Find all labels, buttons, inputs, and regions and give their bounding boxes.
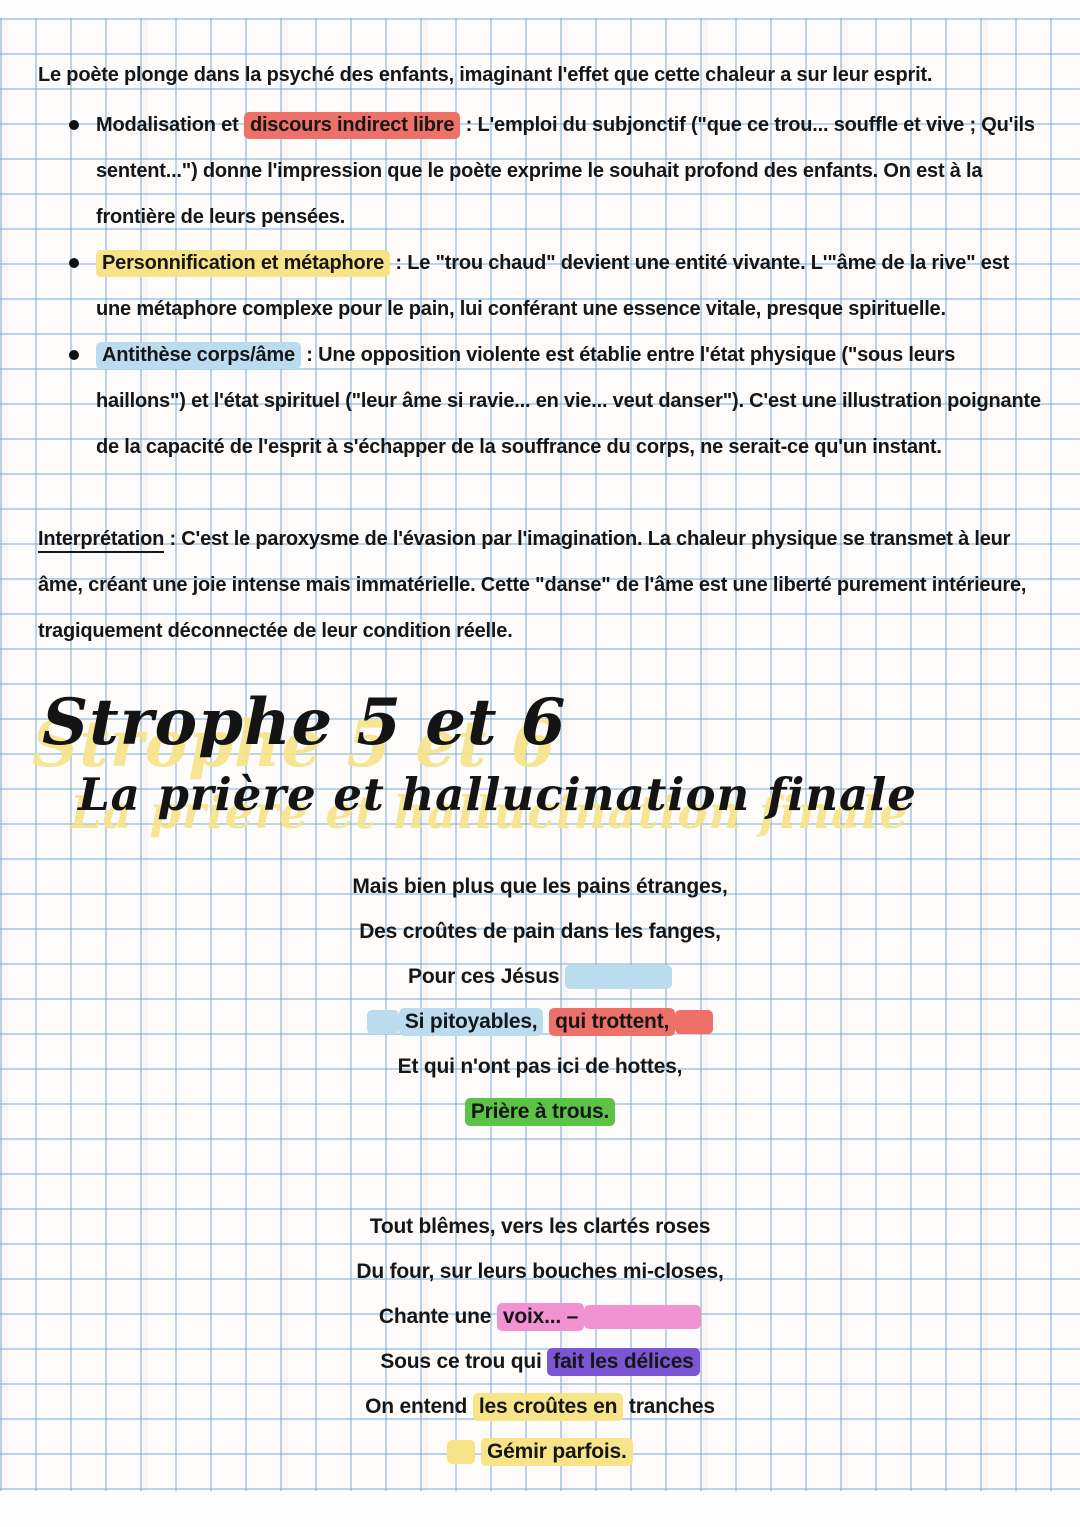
poem-line: [38, 909, 1042, 954]
bullet-item: [38, 240, 1042, 332]
highlighted-text: [447, 1440, 475, 1464]
highlighted-text: [584, 1305, 701, 1329]
plain-text: : Le "trou chaud" devient une entité vivante. L'"âme de la rive" est une métaphore complexe pour le pain, lui conférant une essence vitale, presque spirituelle.: [96, 252, 1010, 320]
highlighted-text: Si pitoyables,: [399, 1008, 544, 1036]
plain-text: Des croûtes de pain dans les fanges,: [359, 920, 721, 943]
poem-stanza-1: [38, 864, 1042, 1134]
plain-text: Chante une: [378, 1305, 497, 1328]
plain-text: On entend: [365, 1395, 473, 1418]
highlighted-text: Personnification et métaphore: [96, 250, 390, 277]
highlighted-text: discours indirect libre: [244, 112, 460, 139]
highlighted-text: [565, 965, 672, 989]
plain-text: tranches: [623, 1395, 715, 1418]
plain-text: Sous ce trou qui: [380, 1350, 548, 1373]
poem-line: [38, 954, 1042, 999]
poem-line: [38, 1294, 1042, 1339]
poem-line: [38, 1429, 1042, 1474]
highlighted-text: fait les délices: [547, 1348, 699, 1376]
poem-line: [38, 999, 1042, 1044]
plain-text: Et qui n'ont pas ici de hottes,: [397, 1055, 683, 1078]
plain-text: Mais bien plus que les pains étranges,: [352, 875, 728, 898]
plain-text: Interprétation: [38, 528, 164, 553]
poem-line: [38, 1249, 1042, 1294]
plain-text: : Une opposition violente est établie entre l'état physique ("sous leurs haillons") et l'état spirituel ("leur âme si ravie... en vie... veut danser"). C'est une illustration poignante de la capacité de l'esprit à s'échapper de la souffrance du corps, ne serait-ce qu'un instant.: [96, 344, 1041, 458]
highlighted-text: Prière à trous.: [465, 1098, 615, 1126]
plain-text: Tout blêmes, vers les clartés roses: [369, 1215, 711, 1238]
highlighted-text: [675, 1010, 713, 1034]
poem-line: [38, 1204, 1042, 1249]
intro-paragraph: Le poète plonge dans la psyché des enfants, imaginant l'effet que cette chaleur a sur leur esprit.: [38, 64, 933, 86]
highlighted-text: qui trottent,: [549, 1008, 675, 1036]
plain-text: : C'est le paroxysme de l'évasion par l'imagination. La chaleur physique se transmet à leur âme, créant une joie intense mais immatérielle. Cette "danse" de l'âme est une liberté purement intérieure, tragiquement déconnectée de leur condition réelle.: [38, 528, 1027, 642]
highlighted-text: Gémir parfois.: [481, 1438, 633, 1466]
poem-stanza-2: [38, 1204, 1042, 1474]
poem-line: [38, 864, 1042, 909]
highlighted-text: les croûtes en: [473, 1393, 623, 1421]
highlighted-text: voix... –: [497, 1303, 584, 1331]
plain-text: Pour ces Jésus: [408, 965, 565, 988]
section-subtitle: La prière et hallucination finale: [78, 768, 917, 821]
plain-text: Du four, sur leurs bouches mi-closes,: [356, 1260, 724, 1283]
bullet-item: [38, 332, 1042, 470]
highlighted-text: [367, 1010, 399, 1034]
section-title: Strophe 5 et 6: [42, 685, 567, 760]
poem-line: [38, 1089, 1042, 1134]
poem-line: [38, 1339, 1042, 1384]
interpretation-paragraph: [38, 516, 1042, 654]
plain-text: Modalisation et: [96, 114, 244, 136]
plain-text: : L'emploi du subjonctif ("que ce trou... souffle et vive ; Qu'ils sentent...") donne l'impression que le poète exprime le souhait profond des enfants. On est à la frontière de leurs pensées.: [96, 114, 1035, 228]
highlighted-text: Antithèse corps/âme: [96, 342, 301, 369]
poem-line: [38, 1384, 1042, 1429]
poem-line: [38, 1044, 1042, 1089]
bullet-item: [38, 102, 1042, 240]
analysis-bullet-list: [38, 102, 1042, 470]
